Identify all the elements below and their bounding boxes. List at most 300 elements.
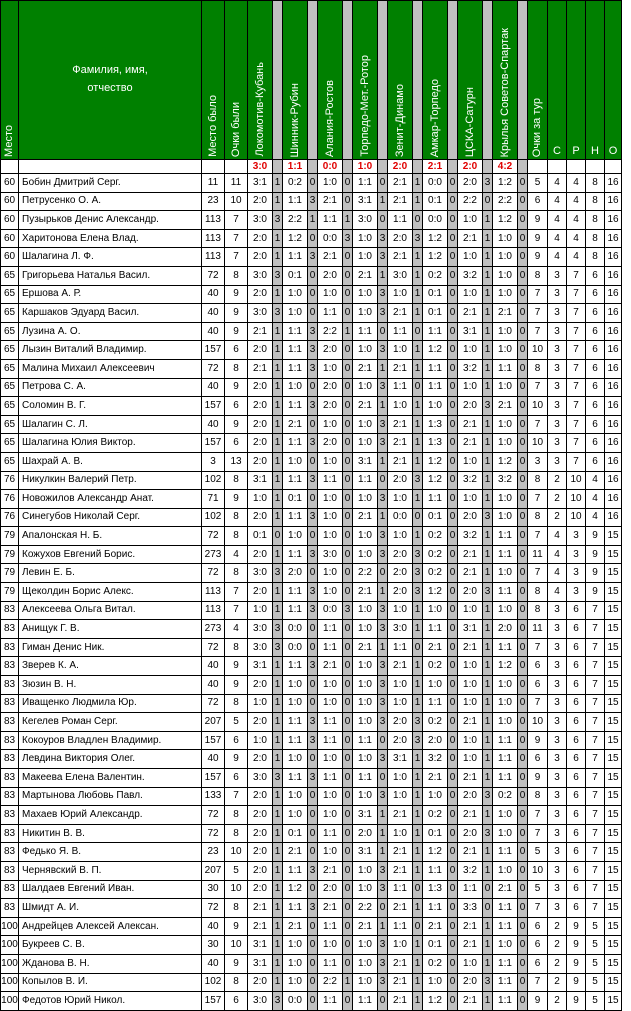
prediction-cell: 3:1 xyxy=(248,471,273,490)
prediction-cell: 1:1 xyxy=(283,192,308,211)
o-cell: 16 xyxy=(605,211,622,230)
prediction-cell: 1:1 xyxy=(423,490,448,509)
prediction-points-cell: 1 xyxy=(413,694,423,713)
prediction-cell: 2:0 xyxy=(318,397,343,416)
s-cell: 2 xyxy=(548,936,567,955)
prev-place-cell: 157 xyxy=(202,731,225,750)
prediction-points-cell: 0 xyxy=(378,564,388,583)
place-cell: 65 xyxy=(1,266,19,285)
tour-points-cell: 5 xyxy=(528,843,548,862)
prev-points-cell: 8 xyxy=(225,508,248,527)
s-cell: 2 xyxy=(548,917,567,936)
prediction-cell: 3:1 xyxy=(353,452,378,471)
s-cell: 2 xyxy=(548,973,567,992)
prediction-points-cell: 1 xyxy=(413,434,423,453)
prediction-points-cell: 0 xyxy=(308,787,318,806)
place-cell: 60 xyxy=(1,174,19,193)
prev-place-cell: 40 xyxy=(202,415,225,434)
prediction-points-cell: 1 xyxy=(483,620,493,639)
prediction-points-cell: 1 xyxy=(273,899,283,918)
prediction-points-cell: 1 xyxy=(483,304,493,323)
prediction-points-cell: 0 xyxy=(518,992,528,1011)
n-cell: 7 xyxy=(586,880,605,899)
place-cell: 83 xyxy=(1,769,19,788)
prev-points-cell: 8 xyxy=(225,359,248,378)
prediction-points-cell: 0 xyxy=(448,713,458,732)
prev-points-cell: 9 xyxy=(225,285,248,304)
r-cell: 7 xyxy=(567,266,586,285)
tour-points-cell: 7 xyxy=(528,527,548,546)
prediction-cell: 0:2 xyxy=(423,545,448,564)
prediction-points-cell: 0 xyxy=(448,750,458,769)
prediction-cell: 1:0 xyxy=(423,601,448,620)
n-cell: 9 xyxy=(586,583,605,602)
prediction-points-cell: 1 xyxy=(273,341,283,360)
prediction-cell: 3:0 xyxy=(248,992,273,1011)
tour-points-cell: 7 xyxy=(528,824,548,843)
prediction-cell: 1:1 xyxy=(283,899,308,918)
prediction-cell: 1:1 xyxy=(423,694,448,713)
prediction-points-cell: 0 xyxy=(343,545,353,564)
s-cell: 3 xyxy=(548,452,567,471)
prediction-points-cell: 1 xyxy=(483,657,493,676)
prediction-cell: 2:0 xyxy=(318,341,343,360)
prediction-points-cell: 0 xyxy=(448,843,458,862)
prediction-points-cell: 0 xyxy=(448,676,458,695)
match-header-3: Алания-Ростов xyxy=(318,1,343,160)
prediction-points-cell: 3 xyxy=(483,508,493,527)
prediction-cell: 2:2 xyxy=(493,192,518,211)
prediction-points-cell: 0 xyxy=(518,676,528,695)
prediction-cell: 1:0 xyxy=(353,620,378,639)
prediction-cell: 2:0 xyxy=(458,973,483,992)
prediction-cell: 1:1 xyxy=(493,359,518,378)
prediction-points-cell: 0 xyxy=(378,731,388,750)
prev-place-cell: 113 xyxy=(202,229,225,248)
tour-points-cell: 7 xyxy=(528,694,548,713)
s-cell: 3 xyxy=(548,304,567,323)
prev-points-cell: 8 xyxy=(225,806,248,825)
n-cell: 8 xyxy=(586,248,605,267)
prediction-points-cell: 1 xyxy=(413,973,423,992)
prediction-cell: 2:1 xyxy=(493,304,518,323)
r-cell: 3 xyxy=(567,527,586,546)
r-cell: 7 xyxy=(567,285,586,304)
prediction-cell: 1:0 xyxy=(493,713,518,732)
r-cell: 9 xyxy=(567,917,586,936)
prediction-points-cell: 1 xyxy=(413,750,423,769)
prediction-cell: 1:0 xyxy=(493,341,518,360)
prediction-points-cell: 0 xyxy=(308,936,318,955)
prediction-cell: 1:1 xyxy=(493,731,518,750)
prediction-points-cell: 3 xyxy=(483,583,493,602)
s-cell: 3 xyxy=(548,750,567,769)
prediction-cell: 1:0 xyxy=(318,285,343,304)
prediction-cell: 1:0 xyxy=(353,601,378,620)
name-cell: Бобин Дмитрий Серг. xyxy=(19,174,202,193)
prediction-points-cell: 0 xyxy=(448,806,458,825)
tour-points-cell: 7 xyxy=(528,415,548,434)
prediction-points-cell: 0 xyxy=(518,899,528,918)
prediction-cell: 1:1 xyxy=(353,992,378,1011)
prediction-points-cell: 3 xyxy=(378,861,388,880)
prediction-points-cell: 0 xyxy=(448,731,458,750)
o-cell: 16 xyxy=(605,471,622,490)
name-cell: Шалагина Л. Ф. xyxy=(19,248,202,267)
place-cell: 83 xyxy=(1,601,19,620)
prediction-points-cell: 1 xyxy=(343,211,353,230)
prediction-points-cell: 1 xyxy=(483,322,493,341)
prediction-points-cell: 0 xyxy=(308,378,318,397)
prediction-points-cell: 1 xyxy=(378,192,388,211)
prediction-points-cell: 3 xyxy=(273,211,283,230)
prediction-points-cell: 3 xyxy=(413,564,423,583)
table-row xyxy=(1,824,622,843)
prev-place-cell: 72 xyxy=(202,359,225,378)
r-cell: 7 xyxy=(567,434,586,453)
prediction-cell: 1:1 xyxy=(423,359,448,378)
prediction-points-cell: 1 xyxy=(483,713,493,732)
prediction-cell: 3:2 xyxy=(423,750,448,769)
prediction-points-cell: 3 xyxy=(378,490,388,509)
prediction-cell: 2:0 xyxy=(248,452,273,471)
prediction-points-cell: 0 xyxy=(308,806,318,825)
s-cell: 3 xyxy=(548,378,567,397)
o-cell: 15 xyxy=(605,936,622,955)
prediction-cell: 3:0 xyxy=(353,211,378,230)
prediction-points-cell: 0 xyxy=(343,899,353,918)
n-cell: 4 xyxy=(586,471,605,490)
table-row xyxy=(1,378,622,397)
prediction-points-cell: 0 xyxy=(378,322,388,341)
prediction-points-cell: 1 xyxy=(413,843,423,862)
prediction-cell: 1:2 xyxy=(283,229,308,248)
prediction-cell: 2:1 xyxy=(248,899,273,918)
tour-points-cell: 10 xyxy=(528,713,548,732)
prev-points-cell: 4 xyxy=(225,545,248,564)
prev-points-cell: 5 xyxy=(225,861,248,880)
tour-points-cell: 7 xyxy=(528,806,548,825)
prediction-points-cell: 0 xyxy=(343,452,353,471)
name-cell: Новожилов Александр Анат. xyxy=(19,490,202,509)
s-cell: 2 xyxy=(548,508,567,527)
table-row xyxy=(1,434,622,453)
prediction-cell: 1:1 xyxy=(318,731,343,750)
prediction-points-cell: 3 xyxy=(413,713,423,732)
prediction-cell: 1:0 xyxy=(493,490,518,509)
name-cell: Лузина А. О. xyxy=(19,322,202,341)
table-row xyxy=(1,471,622,490)
prediction-cell: 1:0 xyxy=(423,676,448,695)
place-cell: 65 xyxy=(1,304,19,323)
prediction-cell: 1:0 xyxy=(493,415,518,434)
prediction-points-cell: 1 xyxy=(483,601,493,620)
prediction-cell: 0:1 xyxy=(423,285,448,304)
table-row xyxy=(1,304,622,323)
r-cell: 6 xyxy=(567,787,586,806)
prediction-points-cell: 1 xyxy=(273,657,283,676)
r-cell: 6 xyxy=(567,731,586,750)
prev-place-cell: 157 xyxy=(202,992,225,1011)
prediction-cell: 1:0 xyxy=(248,694,273,713)
s-cell: 2 xyxy=(548,954,567,973)
match-header-2: Шинник-Рубин xyxy=(283,1,308,160)
prediction-cell: 2:0 xyxy=(248,192,273,211)
o-cell: 15 xyxy=(605,620,622,639)
match-header-4: Торпедо-Мет.-Ротор xyxy=(353,1,378,160)
prev-place-cell: 40 xyxy=(202,954,225,973)
prediction-cell: 0:0 xyxy=(388,508,413,527)
prediction-points-cell: 1 xyxy=(273,508,283,527)
prediction-cell: 0:1 xyxy=(423,936,448,955)
prediction-points-cell: 0 xyxy=(518,638,528,657)
prediction-cell: 1:1 xyxy=(318,638,343,657)
prediction-points-cell: 1 xyxy=(483,638,493,657)
prev-points-cell: 6 xyxy=(225,731,248,750)
r-cell: 7 xyxy=(567,304,586,323)
o-cell: 16 xyxy=(605,434,622,453)
result-8: 4:2 xyxy=(493,160,518,174)
prediction-cell: 3:3 xyxy=(458,899,483,918)
prediction-cell: 2:1 xyxy=(318,192,343,211)
prediction-points-cell: 0 xyxy=(378,769,388,788)
table-row xyxy=(1,694,622,713)
n-cell: 5 xyxy=(586,917,605,936)
prediction-cell: 2:1 xyxy=(458,434,483,453)
prediction-points-cell: 1 xyxy=(378,843,388,862)
prev-points-cell: 7 xyxy=(225,583,248,602)
r-cell: 7 xyxy=(567,378,586,397)
prediction-points-cell: 0 xyxy=(518,248,528,267)
prediction-cell: 1:1 xyxy=(353,322,378,341)
prediction-cell: 0:2 xyxy=(423,527,448,546)
prediction-points-cell: 3 xyxy=(413,583,423,602)
prediction-points-cell: 1 xyxy=(483,341,493,360)
s-cell: 4 xyxy=(548,248,567,267)
prediction-points-cell: 1 xyxy=(413,490,423,509)
prediction-points-cell: 1 xyxy=(273,285,283,304)
r-cell: 10 xyxy=(567,508,586,527)
prediction-cell: 1:1 xyxy=(283,657,308,676)
prev-place-cell: 23 xyxy=(202,843,225,862)
prediction-points-cell: 1 xyxy=(483,248,493,267)
prediction-cell: 1:0 xyxy=(353,545,378,564)
s-cell: 3 xyxy=(548,601,567,620)
prediction-cell: 1:0 xyxy=(493,936,518,955)
prediction-points-cell: 3 xyxy=(308,508,318,527)
name-cell: Петрова С. А. xyxy=(19,378,202,397)
table-row xyxy=(1,211,622,230)
name-cell: Лызин Виталий Владимир. xyxy=(19,341,202,360)
prev-place-cell: 23 xyxy=(202,192,225,211)
prediction-points-cell: 3 xyxy=(308,731,318,750)
prediction-points-cell: 3 xyxy=(378,601,388,620)
tour-points-cell: 6 xyxy=(528,954,548,973)
prediction-cell: 1:0 xyxy=(388,769,413,788)
prediction-cell: 2:1 xyxy=(388,992,413,1011)
prediction-cell: 2:0 xyxy=(248,397,273,416)
prediction-cell: 3:1 xyxy=(458,620,483,639)
prediction-cell: 1:2 xyxy=(423,583,448,602)
prediction-cell: 1:0 xyxy=(458,285,483,304)
r-cell: 6 xyxy=(567,806,586,825)
prediction-cell: 1:1 xyxy=(493,769,518,788)
table-row xyxy=(1,750,622,769)
prediction-points-cell: 1 xyxy=(273,880,283,899)
prediction-cell: 1:1 xyxy=(318,824,343,843)
prediction-points-cell: 0 xyxy=(518,378,528,397)
prediction-points-cell: 1 xyxy=(273,936,283,955)
place-cell: 79 xyxy=(1,527,19,546)
prediction-points-cell: 1 xyxy=(273,713,283,732)
prediction-cell: 3:1 xyxy=(248,174,273,193)
prediction-points-cell: 0 xyxy=(308,750,318,769)
place-cell: 65 xyxy=(1,434,19,453)
place-cell: 83 xyxy=(1,787,19,806)
prediction-points-cell: 1 xyxy=(483,285,493,304)
prediction-cell: 1:1 xyxy=(283,508,308,527)
prev-place-cell: 40 xyxy=(202,676,225,695)
prediction-cell: 1:0 xyxy=(388,397,413,416)
prediction-points-cell: 0 xyxy=(413,508,423,527)
prediction-points-cell: 1 xyxy=(413,359,423,378)
prediction-cell: 3:2 xyxy=(458,266,483,285)
prev-place-cell: 157 xyxy=(202,769,225,788)
prediction-cell: 2:1 xyxy=(458,843,483,862)
prediction-points-cell: 0 xyxy=(343,992,353,1011)
prediction-points-cell: 1 xyxy=(378,583,388,602)
prediction-points-cell: 1 xyxy=(343,322,353,341)
prediction-cell: 2:1 xyxy=(248,359,273,378)
prediction-cell: 2:0 xyxy=(248,545,273,564)
n-cell: 7 xyxy=(586,843,605,862)
prediction-points-cell: 0 xyxy=(308,676,318,695)
s-cell: 3 xyxy=(548,657,567,676)
prediction-cell: 1:0 xyxy=(283,378,308,397)
prediction-cell: 1:1 xyxy=(388,638,413,657)
name-cell: Шмидт А. И. xyxy=(19,899,202,918)
n-cell: 5 xyxy=(586,992,605,1011)
tour-points-cell: 11 xyxy=(528,620,548,639)
prediction-points-cell: 1 xyxy=(483,564,493,583)
prediction-points-cell: 0 xyxy=(518,731,528,750)
prediction-cell: 1:1 xyxy=(283,341,308,360)
prediction-points-cell: 3 xyxy=(378,880,388,899)
prediction-cell: 1:1 xyxy=(388,378,413,397)
prev-points-cell: 9 xyxy=(225,917,248,936)
o-cell: 15 xyxy=(605,713,622,732)
prediction-cell: 2:0 xyxy=(248,843,273,862)
prediction-points-cell: 1 xyxy=(378,508,388,527)
n-cell: 5 xyxy=(586,936,605,955)
prev-place-cell: 3 xyxy=(202,452,225,471)
prediction-points-cell: 3 xyxy=(308,397,318,416)
name-cell: Ершова А. Р. xyxy=(19,285,202,304)
n-cell: 9 xyxy=(586,527,605,546)
prediction-cell: 1:1 xyxy=(493,638,518,657)
prediction-points-cell: 0 xyxy=(343,806,353,825)
prediction-points-cell: 3 xyxy=(273,992,283,1011)
prediction-points-cell: 0 xyxy=(308,415,318,434)
prediction-points-cell: 3 xyxy=(308,861,318,880)
prediction-cell: 1:0 xyxy=(458,378,483,397)
prediction-cell: 1:1 xyxy=(493,545,518,564)
prediction-cell: 1:0 xyxy=(353,880,378,899)
name-cell: Гиман Денис Ник. xyxy=(19,638,202,657)
prediction-points-cell: 1 xyxy=(413,824,423,843)
prediction-cell: 2:0 xyxy=(248,378,273,397)
prediction-cell: 0:1 xyxy=(248,527,273,546)
prediction-points-cell: 1 xyxy=(413,248,423,267)
prediction-cell: 1:0 xyxy=(283,936,308,955)
name-cell: Андрейцев Алексей Алексан. xyxy=(19,917,202,936)
place-cell: 79 xyxy=(1,564,19,583)
prediction-cell: 1:0 xyxy=(493,434,518,453)
prediction-points-cell: 3 xyxy=(378,545,388,564)
place-cell: 83 xyxy=(1,620,19,639)
tour-points-cell: 8 xyxy=(528,583,548,602)
prediction-points-cell: 1 xyxy=(483,415,493,434)
prev-points-cell: 7 xyxy=(225,248,248,267)
prediction-points-cell: 0 xyxy=(448,322,458,341)
table-row xyxy=(1,676,622,695)
prediction-points-cell: 0 xyxy=(448,452,458,471)
prediction-cell: 3:1 xyxy=(388,750,413,769)
r-cell: 7 xyxy=(567,359,586,378)
place-cell: 76 xyxy=(1,471,19,490)
prediction-cell: 2:0 xyxy=(248,248,273,267)
prediction-cell: 0:1 xyxy=(283,490,308,509)
n-cell: 7 xyxy=(586,806,605,825)
table-row xyxy=(1,341,622,360)
prediction-cell: 1:0 xyxy=(353,434,378,453)
prediction-cell: 3:0 xyxy=(248,304,273,323)
prediction-cell: 2:2 xyxy=(283,211,308,230)
match-header-7: ЦСКА-Сатурн xyxy=(458,1,483,160)
n-cell: 7 xyxy=(586,787,605,806)
n-cell: 6 xyxy=(586,397,605,416)
table-row xyxy=(1,657,622,676)
prediction-cell: 1:0 xyxy=(318,508,343,527)
prediction-points-cell: 0 xyxy=(518,750,528,769)
r-cell: 9 xyxy=(567,973,586,992)
prediction-points-cell: 1 xyxy=(413,397,423,416)
prediction-points-cell: 0 xyxy=(448,564,458,583)
prediction-points-cell: 0 xyxy=(448,917,458,936)
prediction-points-cell: 1 xyxy=(308,211,318,230)
prediction-cell: 1:1 xyxy=(283,471,308,490)
prediction-cell: 2:0 xyxy=(388,731,413,750)
tour-points-cell: 9 xyxy=(528,769,548,788)
table-row xyxy=(1,248,622,267)
prev-place-cell: 40 xyxy=(202,750,225,769)
prediction-cell: 3:1 xyxy=(353,806,378,825)
prev-points-cell: 9 xyxy=(225,750,248,769)
prediction-cell: 1:0 xyxy=(318,806,343,825)
prediction-cell: 1:0 xyxy=(388,601,413,620)
name-cell: Шалдаев Евгений Иван. xyxy=(19,880,202,899)
prediction-cell: 1:2 xyxy=(423,248,448,267)
prediction-points-cell: 1 xyxy=(273,397,283,416)
prev-points-cell: 8 xyxy=(225,564,248,583)
r-cell: 6 xyxy=(567,694,586,713)
prediction-cell: 0:1 xyxy=(423,508,448,527)
prediction-points-cell: 0 xyxy=(483,880,493,899)
prediction-cell: 2:1 xyxy=(283,917,308,936)
s-header: С xyxy=(548,1,567,160)
prev-place-cell: 72 xyxy=(202,638,225,657)
prediction-points-cell: 1 xyxy=(483,861,493,880)
